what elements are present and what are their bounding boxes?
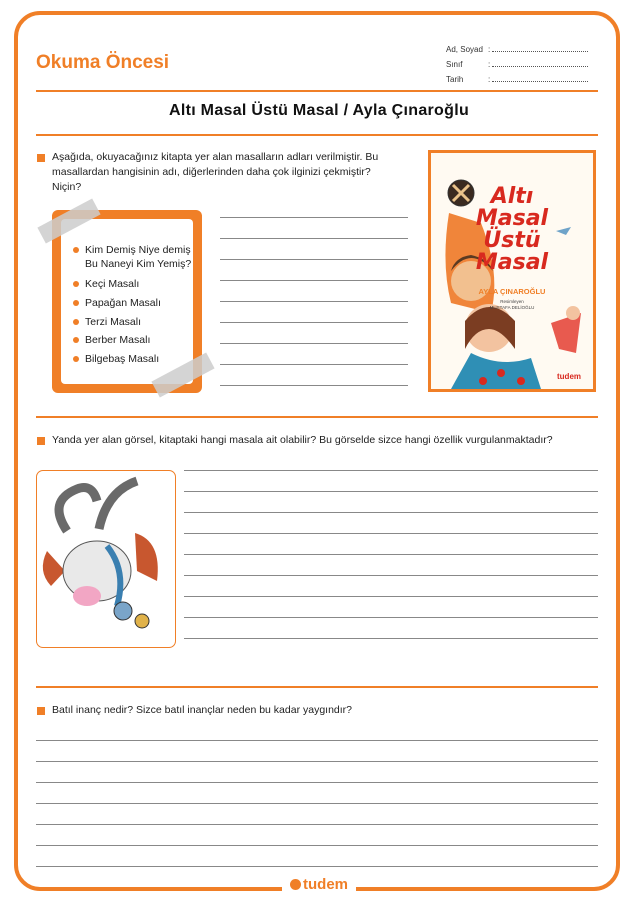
answer-line[interactable]: [220, 259, 408, 260]
answer-line[interactable]: [220, 301, 408, 302]
answer-line[interactable]: [220, 385, 408, 386]
answer-line[interactable]: [184, 554, 598, 555]
question-bullet-icon: [37, 437, 45, 445]
answer-line[interactable]: [220, 322, 408, 323]
list-item: Bilgebaş Masalı: [73, 352, 159, 366]
question-1-text: Aşağıda, okuyacağınız kitapta yer alan masalların adları verilmiştir. Bu masallardan hangisinin adı, diğerlerinden daha çok ilginizi çekmiştir? Niçin?: [52, 151, 379, 193]
answer-line[interactable]: [184, 575, 598, 576]
bullet-dot-icon: [73, 356, 79, 362]
answer-line[interactable]: [220, 364, 408, 365]
question-2-text: Yanda yer alan görsel, kitaptaki hangi masala ait olabilir? Bu görselde sizce hangi özellik vurgulanmaktadır?: [52, 434, 553, 446]
answer-line[interactable]: [36, 782, 598, 783]
answer-line[interactable]: [184, 596, 598, 597]
answer-line[interactable]: [36, 824, 598, 825]
divider: [36, 134, 598, 136]
cover-publisher: tudem: [557, 372, 581, 381]
answer-line[interactable]: [220, 280, 408, 281]
answer-line[interactable]: [36, 803, 598, 804]
answer-line[interactable]: [36, 740, 598, 741]
name-blank[interactable]: [492, 44, 588, 52]
question-bullet-icon: [37, 707, 45, 715]
bullet-dot-icon: [73, 281, 79, 287]
answer-line[interactable]: [220, 217, 408, 218]
answer-line[interactable]: [184, 470, 598, 471]
goat-drawing: [37, 471, 175, 647]
answer-line[interactable]: [36, 845, 598, 846]
divider: [36, 416, 598, 418]
divider: [36, 90, 598, 92]
date-blank[interactable]: [492, 74, 588, 82]
list-item: Bu Naneyi Kim Yemiş?: [85, 258, 192, 270]
answer-line[interactable]: [184, 617, 598, 618]
question-bullet-icon: [37, 154, 45, 162]
list-item: Kim Demiş Niye demiş: [73, 243, 191, 257]
section-title: Okuma Öncesi: [36, 52, 170, 73]
footer-logo: tudem: [0, 876, 638, 894]
name-field[interactable]: Ad, Soyad :: [446, 44, 588, 54]
bullet-dot-icon: [73, 337, 79, 343]
main-title: Altı Masal Üstü Masal / Ayla Çınaroğlu: [168, 102, 470, 119]
book-cover-image: Altı Masal Üstü Masal AYLA ÇINAROĞLU Resimleyen MUSTAFA DELİOĞLU tudem: [428, 150, 596, 392]
question-3-text: Batıl inanç nedir? Sizce batıl inançlar neden bu kadar yaygındır?: [52, 704, 353, 716]
list-item: Papağan Masalı: [73, 296, 161, 310]
answer-line[interactable]: [36, 866, 598, 867]
list-item: Berber Masalı: [73, 333, 150, 347]
answer-line[interactable]: [184, 638, 598, 639]
bullet-dot-icon: [73, 300, 79, 306]
list-item: Terzi Masalı: [73, 315, 141, 329]
date-field[interactable]: Tarih :: [446, 74, 588, 84]
page-frame: [14, 11, 620, 891]
class-blank[interactable]: [492, 59, 588, 67]
bullet-dot-icon: [73, 319, 79, 325]
answer-line[interactable]: [184, 491, 598, 492]
divider: [36, 686, 598, 688]
tudem-logo-icon: [290, 879, 301, 890]
goat-illustration: [36, 470, 176, 648]
answer-line[interactable]: [220, 238, 408, 239]
class-field[interactable]: Sınıf :: [446, 59, 588, 69]
list-item: Keçi Masalı: [73, 277, 139, 291]
tale-list-card: [52, 210, 202, 393]
answer-line[interactable]: [36, 761, 598, 762]
bullet-dot-icon: [73, 247, 79, 253]
answer-line[interactable]: [184, 512, 598, 513]
answer-line[interactable]: [220, 343, 408, 344]
answer-line[interactable]: [184, 533, 598, 534]
